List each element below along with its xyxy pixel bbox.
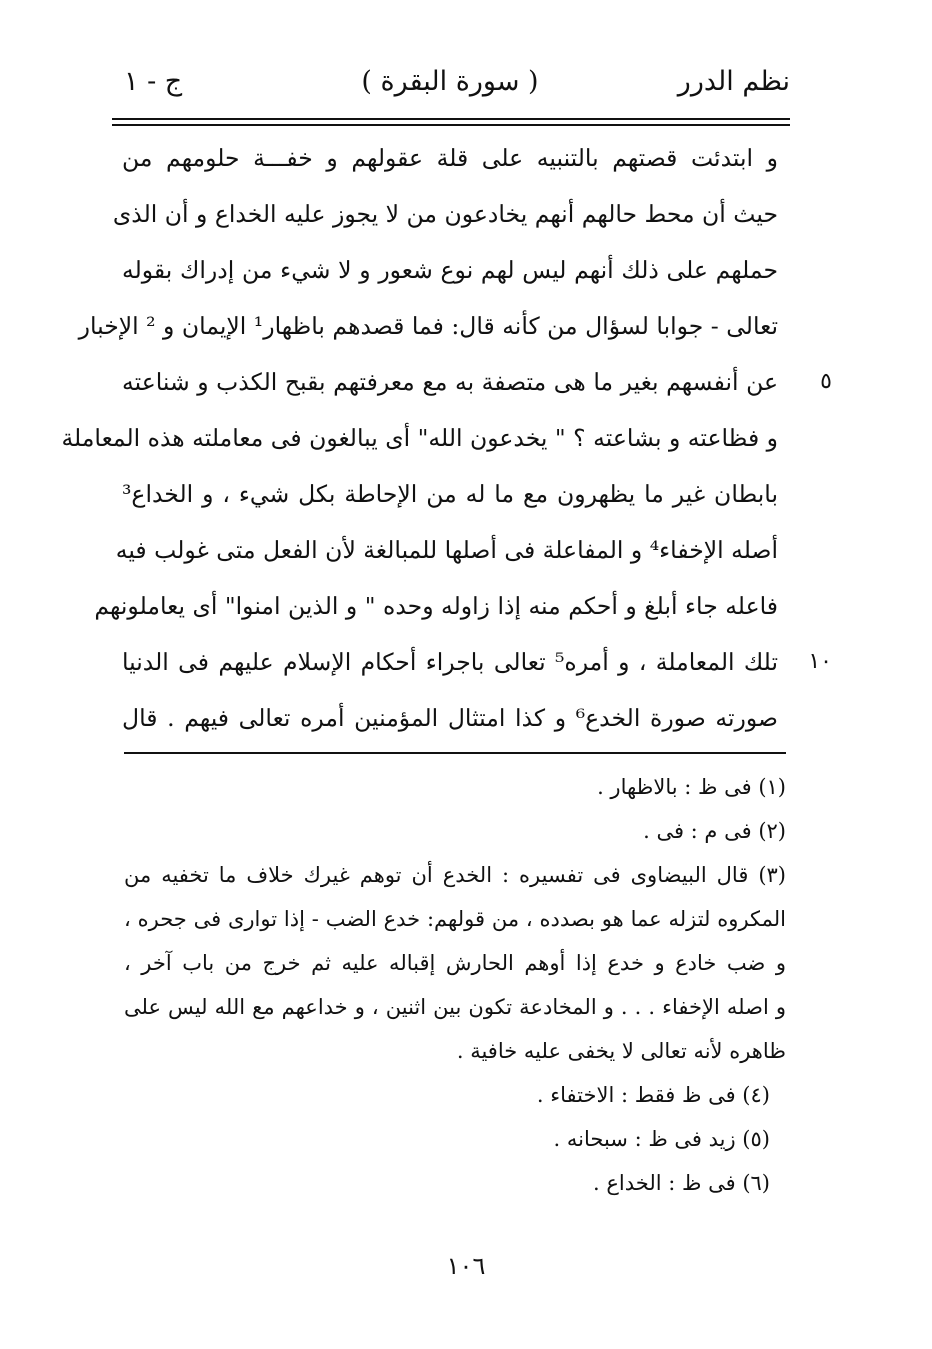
line-number: ١٠ [808, 649, 832, 674]
main-text [61, 130, 832, 746]
surah-title: ( سورة البقرة ) [361, 66, 539, 97]
book-title: نظم الدرر [677, 66, 790, 97]
line-text: حيث أن محط حالهم أنهم يخادعون من لا يجوز عليه الخداع و أن الذى [112, 200, 778, 228]
footnote: (٢) فى م : فى . [643, 819, 786, 843]
text-line [110, 522, 790, 578]
footnote: (٤) فى ظ فقط : الاختفاء . [536, 1083, 770, 1107]
footnote: (٦) فى ظ : الخداع . [593, 1171, 770, 1195]
running-header [110, 66, 790, 110]
footnote-divider [124, 752, 786, 754]
footnote: (٣) قال البيضاوى فى تفسيره : الخدع أن توهم غيرك خلاف ما تخفيه من [124, 863, 786, 887]
line-text: بابطان غير ما يظهرون مع ما له من الإحاطة بكل شيء ، و الخداع³ [122, 480, 778, 508]
line-text: أصله الإخفاء⁴ و المفاعلة فى أصلها للمبالغة لأن الفعل متى غولب فيه [115, 536, 778, 564]
text-line [78, 298, 790, 354]
text-line [110, 186, 790, 242]
footnote: (١) فى ظ : بالاظهار . [597, 775, 786, 799]
volume-label: ج - ١ [124, 66, 183, 97]
text-line [110, 690, 790, 746]
footnote: و اصله الإخفاء . . . و المخادعة تكون بين اثنين ، و خداعهم مع الله ليس على [124, 995, 786, 1019]
text-line [110, 634, 832, 690]
header-rule-bottom [112, 124, 790, 126]
footnote: المكروه لتزله عما هو بصدده ، من قولهم: خدع الضب - إذا توارى فى جحره ، [124, 907, 786, 931]
text-line [110, 354, 832, 410]
line-text: فاعله جاء أبلغ و أحكم منه إذا زاوله وحده " و الذين امنوا" أى يعاملونهم [94, 592, 778, 620]
line-text: عن أنفسهم بغير ما هى متصفة به مع معرفتهم بقبح الكذب و شناعته [122, 368, 778, 396]
footnotes [124, 765, 786, 1205]
line-text: تعالى - جوابا لسؤال من كأنه قال: فما قصدهم باظهار¹ الإيمان و ² الإخبار [78, 312, 778, 340]
line-text: و ابتدئت قصتهم بالتنبيه على قلة عقولهم و خفـــة حلومهم من [122, 144, 778, 172]
footnote: و ضب خادع و خدع إذا أوهم الحارش إقباله عليه ثم خرج من باب آخر ، [124, 951, 786, 975]
text-line [110, 242, 790, 298]
header-rule-top [112, 118, 790, 120]
line-text: تلك المعاملة ، و أمره⁵ تعالى باجراء أحكام الإسلام عليهم فى الدنيا [122, 648, 778, 676]
line-number: ٥ [820, 369, 832, 394]
text-line [61, 410, 790, 466]
text-line [94, 578, 790, 634]
line-text: صورته صورة الخدع⁶ و كذا امتثال المؤمنين أمره تعالى فيهم . قال [122, 704, 778, 732]
text-line [110, 130, 790, 186]
text-line [110, 466, 790, 522]
line-text: و فظاعته و بشاعته ؟ " يخدعون الله" أى يبالغون فى معاملته هذه المعاملة [61, 424, 778, 452]
footnote: ظاهره لأنه تعالى لا يخفى عليه خافية . [456, 1039, 786, 1063]
footnote: (٥) زيد فى ظ : سبحانه . [553, 1127, 770, 1151]
line-text: حملهم على ذلك أنهم ليس لهم نوع شعور و لا شيء من إدراك بقوله [122, 256, 778, 284]
page-number: ١٠٦ [446, 1252, 486, 1280]
